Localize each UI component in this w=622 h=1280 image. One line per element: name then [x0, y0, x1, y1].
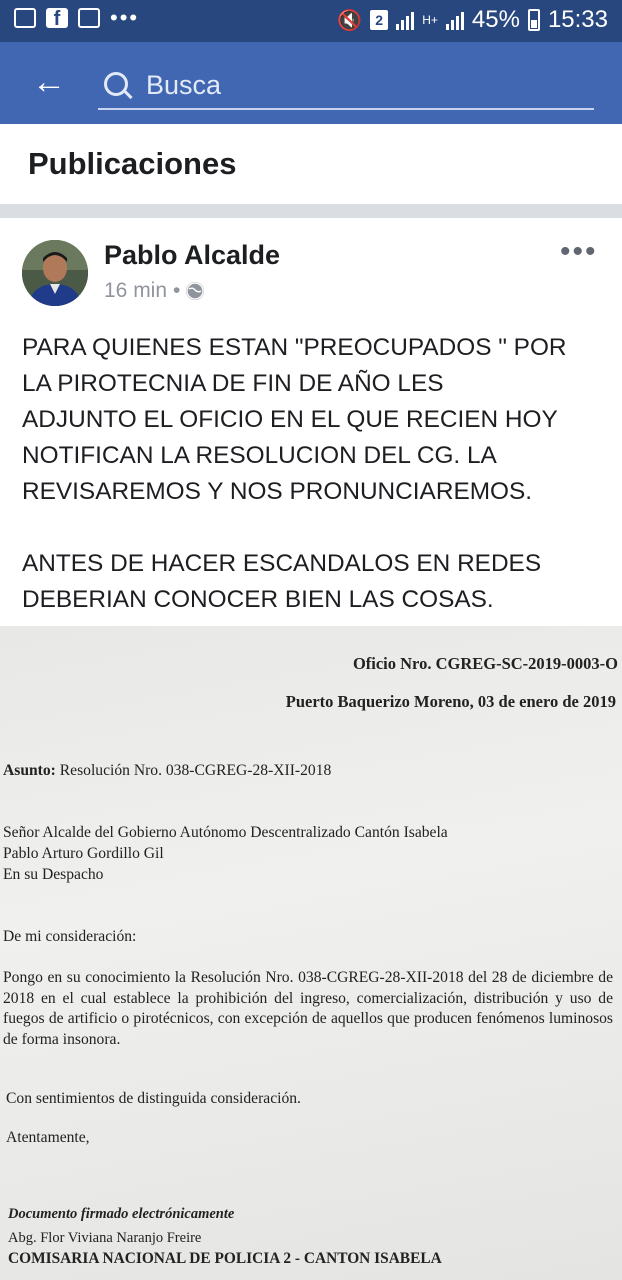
- doc-subject-value: Resolución Nro. 038-CGREG-28-XII-2018: [59, 762, 332, 779]
- doc-subject-label: Asunto:: [3, 762, 56, 779]
- mail-icon: [78, 8, 100, 28]
- sim-badge: 2: [370, 10, 388, 30]
- signal-icon-2: [446, 10, 464, 30]
- search-bar[interactable]: [98, 62, 594, 110]
- globe-icon: [186, 282, 204, 300]
- doc-signer-office: COMISARIA NACIONAL DE POLICIA 2 - CANTON ISABELA: [8, 1250, 442, 1267]
- doc-greeting: De mi consideración:: [3, 928, 137, 945]
- mute-icon: 🔇: [337, 9, 363, 32]
- more-notifications-icon: •••: [110, 5, 140, 30]
- doc-subject: [3, 762, 331, 780]
- signal-icon: [396, 10, 414, 30]
- status-bar: [0, 0, 622, 42]
- doc-body: Pongo en su conocimiento la Resolución Nro. 038-CGREG-28-XII-2018 del 28 de diciembre de 2018 en el cual establece la prohibición del ingreso, comercialización, distribución y uso de fuegos de artificio o pirotécnicos, con excepción de aquellos que producen fenómenos luminosos de forma insonora.: [3, 969, 613, 1048]
- post-text: [22, 330, 612, 618]
- avatar[interactable]: [22, 240, 88, 306]
- doc-addressee-line-2: Pablo Arturo Gordillo Gil: [3, 845, 164, 862]
- doc-addressee-line-1: Señor Alcalde del Gobierno Autónomo Descentralizado Cantón Isabela: [3, 824, 448, 841]
- meta-separator: •: [173, 279, 181, 302]
- page-title: Publicaciones: [28, 146, 237, 181]
- attached-document-image[interactable]: [0, 626, 622, 1280]
- facebook-icon: f: [46, 8, 68, 28]
- post-paragraph-1: PARA QUIENES ESTAN "PREOCUPADOS " POR LA PIROTECNIA DE FIN DE AÑO LES ADJUNTO EL OFICIO EN EL QUE RECIEN HOY NOTIFICAN LA RESOLUCION DEL CG. LA REVISAREMOS Y NOS PRONUNCIAREMOS.: [22, 334, 567, 505]
- search-input[interactable]: [144, 66, 568, 104]
- battery-icon: [528, 9, 540, 31]
- back-arrow-icon[interactable]: ←: [32, 63, 66, 101]
- section-divider: [0, 204, 622, 218]
- app-bar: [0, 42, 622, 124]
- post-author[interactable]: Pablo Alcalde: [104, 240, 281, 270]
- post-meta: [104, 279, 204, 303]
- doc-place-date: Puerto Baquerizo Moreno, 03 de enero de 2019: [285, 692, 616, 711]
- network-type: H+: [422, 13, 438, 27]
- doc-signed-note: Documento firmado electrónicamente: [8, 1206, 235, 1222]
- battery-percent: 45%: [471, 6, 520, 33]
- post-time[interactable]: 16 min: [104, 279, 168, 302]
- doc-regards: Atentamente,: [6, 1129, 90, 1146]
- more-options-icon[interactable]: •••: [560, 235, 598, 268]
- clock: 15:33: [547, 6, 608, 33]
- post-paragraph-2: ANTES DE HACER ESCANDALOS EN REDES DEBERIAN CONOCER BIEN LAS COSAS.: [22, 550, 542, 613]
- doc-signer: Abg. Flor Viviana Naranjo Freire: [8, 1230, 202, 1246]
- doc-addressee-line-3: En su Despacho: [3, 866, 104, 883]
- search-icon: [104, 72, 128, 96]
- notification-icons: [14, 5, 140, 30]
- doc-oficio-number: Oficio Nro. CGREG-SC-2019-0003-O: [352, 654, 618, 673]
- gallery-icon: [14, 8, 36, 28]
- doc-closing: Con sentimientos de distinguida consideración.: [6, 1090, 301, 1107]
